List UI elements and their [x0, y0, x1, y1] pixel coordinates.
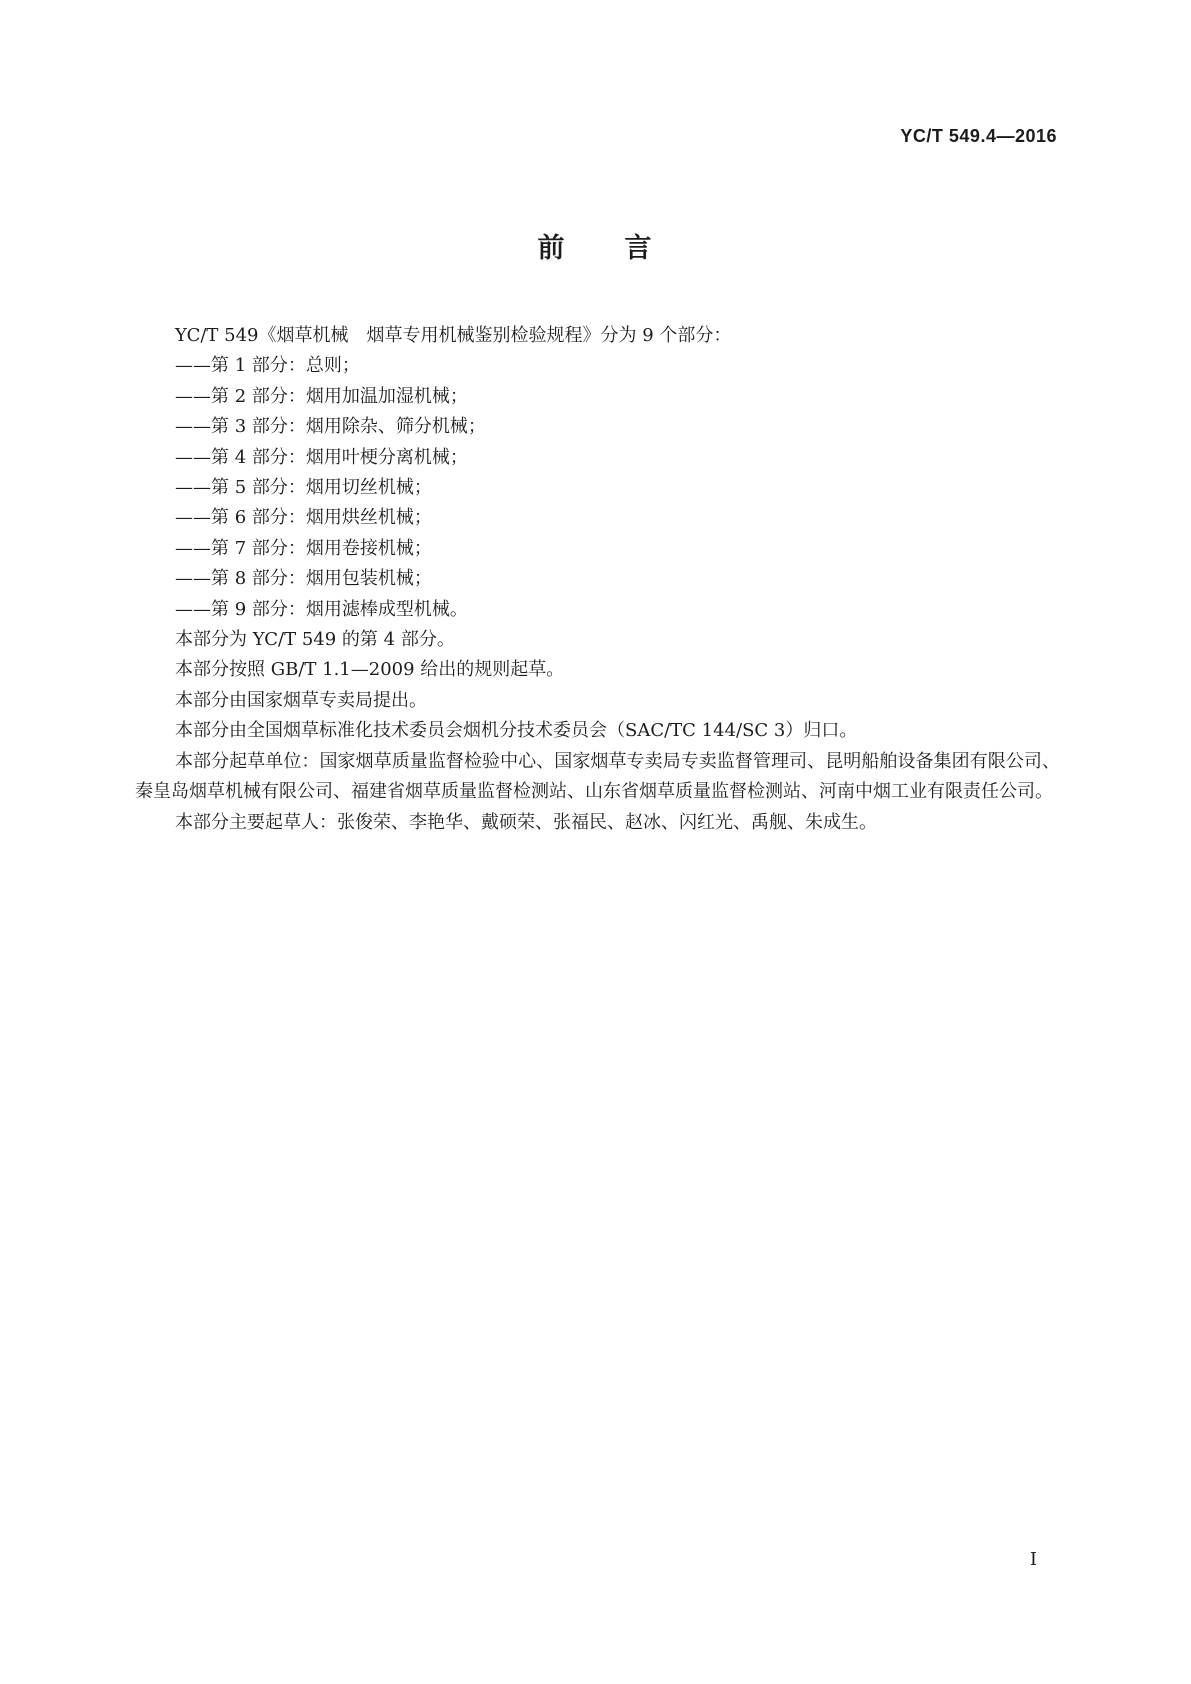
list-item: ——第 4 部分：烟用叶梗分离机械；	[175, 446, 468, 468]
proposed-by-paragraph: 本部分由国家烟草专卖局提出。	[175, 689, 427, 711]
page-title	[0, 226, 1191, 265]
list-item: ——第 3 部分：烟用除杂、筛分机械；	[175, 416, 486, 438]
drafting-rules-paragraph: 本部分按照 GB/T 1.1—2009 给出的规则起草。	[175, 659, 565, 681]
list-item: ——第 5 部分：烟用切丝机械；	[175, 477, 432, 499]
parts-list	[135, 351, 1060, 625]
this-part-paragraph: 本部分为 YC/T 549 的第 4 部分。	[175, 629, 455, 651]
list-item: ——第 2 部分：烟用加温加湿机械；	[175, 385, 468, 407]
title-char-left: 前	[537, 233, 567, 264]
list-item: ——第 8 部分：烟用包装机械；	[175, 568, 432, 590]
list-item: ——第 1 部分：总则；	[175, 355, 360, 377]
main-drafters-paragraph: 本部分主要起草人：张俊荣、李艳华、戴硕荣、张福民、赵冰、闪红光、禹舰、朱成生。	[175, 811, 877, 833]
page-number: I	[1029, 1549, 1037, 1570]
title-char-right: 言	[624, 233, 654, 264]
standard-code: YC/T 549.4—2016	[900, 126, 1057, 146]
centralized-by-paragraph: 本部分由全国烟草标准化技术委员会烟机分技术委员会（SAC/TC 144/SC 3）归口。	[175, 720, 858, 742]
foreword-body	[135, 321, 1060, 838]
list-item: ——第 6 部分：烟用烘丝机械；	[175, 507, 432, 529]
list-item: ——第 9 部分：烟用滤棒成型机械。	[175, 598, 468, 620]
drafting-units-paragraph: 本部分起草单位：国家烟草质量监督检验中心、国家烟草专卖局专卖监督管理司、昆明船舶设备集团有限公司、秦皇岛烟草机械有限公司、福建省烟草质量监督检测站、山东省烟草质量监督检测站、河南中烟工业有限责任公司。	[135, 750, 1060, 803]
list-item: ——第 7 部分：烟用卷接机械；	[175, 537, 432, 559]
intro-paragraph: YC/T 549《烟草机械 烟草专用机械鉴别检验规程》分为 9 个部分：	[175, 325, 732, 346]
